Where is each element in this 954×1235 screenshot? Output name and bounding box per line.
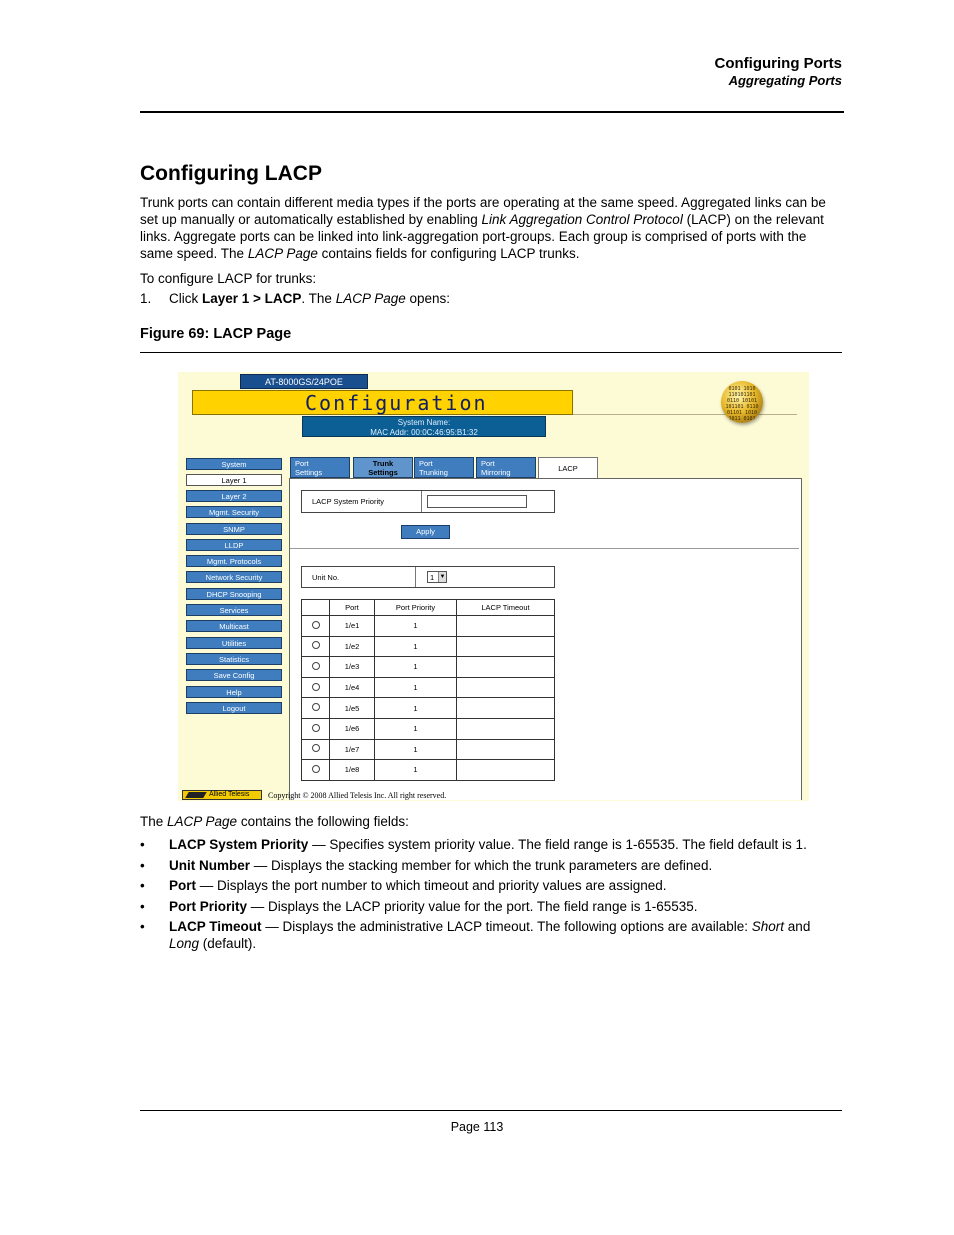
nav-layer-1[interactable]: Layer 1 (186, 474, 282, 486)
row-radio[interactable] (312, 724, 320, 732)
lacp-page-screenshot (178, 372, 809, 801)
list-item: • Port Priority — Displays the LACP priority value for the port. The field range is 1-65535. (140, 898, 698, 914)
unit-number-form (301, 566, 555, 588)
nav-statistics[interactable]: Statistics (186, 653, 282, 665)
nav-save-config[interactable]: Save Config (186, 669, 282, 681)
port-priority-cell: 1 (375, 698, 457, 719)
nav-logout[interactable]: Logout (186, 702, 282, 714)
chevron-down-icon[interactable]: ▼ (439, 574, 446, 580)
nav-multicast[interactable]: Multicast (186, 620, 282, 632)
tab-lacp[interactable]: LACP (538, 457, 598, 478)
table-row (302, 718, 555, 739)
lacp-timeout-cell (457, 698, 555, 719)
procedure-step: 1. Click Layer 1 > LACP. The LACP Page opens: (140, 291, 451, 306)
fields-lead-in: The LACP Page contains the following fields: (140, 814, 409, 829)
port-cell: 1/e1 (330, 616, 375, 637)
nav-mgmt-security[interactable]: Mgmt. Security (186, 506, 282, 518)
nav-lldp[interactable]: LLDP (186, 539, 282, 551)
model-label: AT-8000GS/24POE (240, 374, 368, 389)
tab-port-trunking[interactable]: Port Trunking (414, 457, 474, 478)
row-radio[interactable] (312, 641, 320, 649)
system-info-box (302, 416, 546, 437)
list-item: • LACP Timeout — Displays the administrative LACP timeout. The following options are available: Short and Long (default). (140, 919, 811, 951)
port-column-header: Port (330, 600, 375, 616)
row-select-cell (302, 616, 330, 637)
row-radio[interactable] (312, 765, 320, 773)
table-row (302, 739, 555, 760)
port-priority-cell: 1 (375, 616, 457, 637)
nav-help[interactable]: Help (186, 686, 282, 698)
row-radio[interactable] (312, 683, 320, 691)
system-name-text: System Name: (397, 418, 451, 427)
copyright-text: Copyright © 2008 Allied Telesis Inc. All right reserved. (268, 791, 447, 800)
figure-rule (140, 352, 842, 353)
unit-number-select[interactable] (427, 571, 447, 583)
tab-port-settings[interactable]: Port Settings (290, 457, 350, 478)
nav-dhcp-snooping[interactable]: DHCP Snooping (186, 588, 282, 600)
table-row (302, 760, 555, 781)
row-radio[interactable] (312, 662, 320, 670)
list-item: • LACP System Priority — Specifies system priority value. The field range is 1-65535. The field default is 1. (140, 837, 807, 852)
bullet-icon: • (140, 857, 145, 873)
select-column-header (302, 600, 330, 616)
row-select-cell (302, 739, 330, 760)
content-divider (290, 548, 799, 549)
apply-button[interactable]: Apply (401, 525, 450, 539)
system-priority-label: LACP System Priority (302, 491, 422, 512)
figure-caption: Figure 69: LACP Page (140, 326, 292, 342)
table-row (302, 677, 555, 698)
mac-address-text: MAC Addr: 00:0C:46:95:B1:32 (370, 427, 478, 437)
port-priority-cell: 1 (375, 718, 457, 739)
port-priority-column-header: Port Priority (375, 600, 457, 616)
header-rule (140, 111, 844, 113)
port-cell: 1/e6 (330, 718, 375, 739)
port-cell: 1/e5 (330, 698, 375, 719)
tab-port-mirroring[interactable]: Port Mirroring (476, 457, 536, 478)
section-title: Configuring LACP (140, 162, 322, 185)
row-select-cell (302, 718, 330, 739)
running-header-chapter: Configuring Ports (714, 55, 842, 72)
logo-mark-icon (185, 792, 206, 798)
port-cell: 1/e2 (330, 636, 375, 657)
lacp-timeout-cell (457, 739, 555, 760)
field-descriptions-list (140, 836, 842, 956)
nav-system[interactable]: System (186, 458, 282, 470)
nav-network-security[interactable]: Network Security (186, 571, 282, 583)
port-priority-cell: 1 (375, 677, 457, 698)
lacp-timeout-cell (457, 636, 555, 657)
port-cell: 1/e3 (330, 657, 375, 678)
list-item: • Unit Number — Displays the stacking member for which the trunk parameters are defined. (140, 857, 713, 873)
row-select-cell (302, 677, 330, 698)
bullet-icon: • (140, 898, 145, 914)
lacp-timeout-cell (457, 718, 555, 739)
lacp-timeout-column-header: LACP Timeout (457, 600, 555, 616)
lacp-timeout-cell (457, 616, 555, 637)
row-select-cell (302, 636, 330, 657)
port-cell: 1/e4 (330, 677, 375, 698)
bullet-icon: • (140, 878, 145, 893)
screenshot-footer (182, 789, 542, 801)
row-select-cell (302, 760, 330, 781)
nav-layer-2[interactable]: Layer 2 (186, 490, 282, 502)
nav-mgmt-protocols[interactable]: Mgmt. Protocols (186, 555, 282, 567)
allied-telesis-logo: Allied Telesis (182, 790, 262, 800)
intro-paragraph: Trunk ports can contain different media types if the ports are operating at the same speed. Aggregated links can be set up manually or automatically established by enabling Link Aggregation Control Protocol (LACP) on the relevant links. Aggregate ports can be linked into link-aggregation port-groups. Each group is comprised of ports with the same speed. The LACP Page contains fields for configuring LACP trunks. (140, 195, 826, 261)
table-row (302, 616, 555, 637)
port-priority-cell: 1 (375, 739, 457, 760)
table-row (302, 636, 555, 657)
table-header-row (302, 600, 555, 616)
row-select-cell (302, 657, 330, 678)
table-row (302, 657, 555, 678)
row-radio[interactable] (312, 621, 320, 629)
row-select-cell (302, 698, 330, 719)
lead-in-text: To configure LACP for trunks: (140, 271, 317, 286)
lacp-timeout-cell (457, 760, 555, 781)
port-cell: 1/e7 (330, 739, 375, 760)
unit-number-label: Unit No. (302, 567, 416, 587)
nav-snmp[interactable]: SNMP (186, 523, 282, 535)
port-priority-cell: 1 (375, 760, 457, 781)
system-priority-form (301, 490, 555, 513)
globe-icon: 0101 1010 110101101 0110 10101 101101 0110 01101 1010 1011 0101 (721, 381, 763, 423)
nav-utilities[interactable]: Utilities (186, 637, 282, 649)
lacp-timeout-cell (457, 657, 555, 678)
table-row (302, 698, 555, 719)
row-radio[interactable] (312, 703, 320, 711)
running-header-section: Aggregating Ports (728, 73, 842, 88)
tab-trunk-settings[interactable]: Trunk Settings (353, 457, 413, 478)
unit-number-value: 1 (430, 573, 435, 582)
port-priority-cell: 1 (375, 636, 457, 657)
bullet-icon: • (140, 919, 145, 934)
footer-rule (140, 1110, 842, 1111)
configuration-banner: Configuration (192, 390, 573, 415)
banner-divider (573, 414, 797, 415)
lacp-port-table (301, 599, 555, 781)
list-item: • Port — Displays the port number to which timeout and priority values are assigned. (140, 878, 667, 893)
page-number: Page 113 (450, 1120, 504, 1134)
system-priority-input[interactable] (427, 495, 527, 508)
port-cell: 1/e8 (330, 760, 375, 781)
lacp-timeout-cell (457, 677, 555, 698)
port-priority-cell: 1 (375, 657, 457, 678)
nav-services[interactable]: Services (186, 604, 282, 616)
bullet-icon: • (140, 837, 145, 852)
row-radio[interactable] (312, 744, 320, 752)
